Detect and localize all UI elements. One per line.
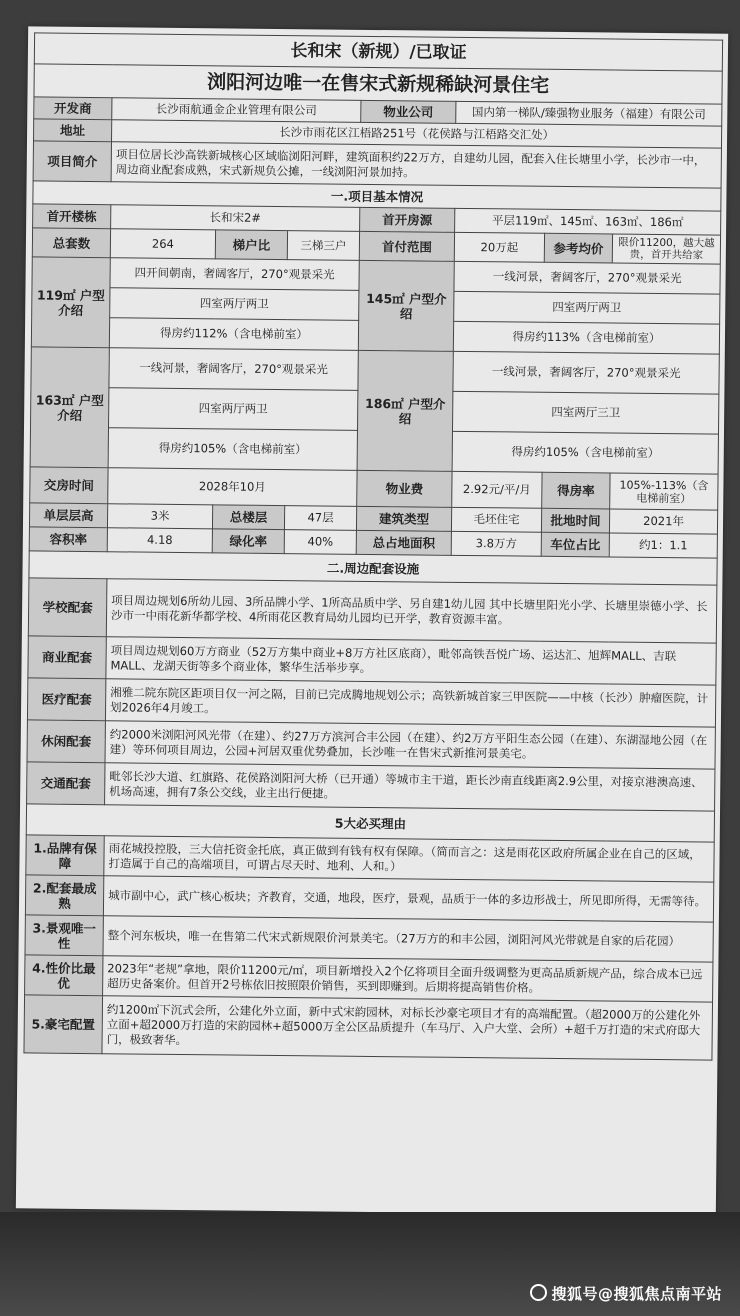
approval-label: 批地时间 xyxy=(541,508,609,533)
traffic-label: 交通配套 xyxy=(27,762,105,805)
leisure-value: 约2000米浏阳河风光带（在建）、约27万方滨河合丰公园（在建）、约2万方平阳生态公园（在建）、东湖湿地公园（在建）等环伺项目周边，公园+河居双重优势叠加，长沙唯一在售宋式新推河景美宅。 xyxy=(105,721,716,769)
ratio-label: 梯户比 xyxy=(215,230,287,260)
leisure-label: 休闲配套 xyxy=(27,720,105,763)
total-value: 264 xyxy=(110,229,215,259)
med-label: 医疗配套 xyxy=(27,678,105,721)
delivery-label: 交房时间 xyxy=(30,467,108,504)
property-value: 国内第一梯队/臻强物业服务（福建）有限公司 xyxy=(456,101,722,126)
fee-value: 2.92元/平/月 xyxy=(452,471,542,508)
unit-119-label: 119㎡ 户型介绍 xyxy=(31,257,110,348)
reason-3-value: 整个河东板块，唯一在售第二代宋式新规限价河景美宅。（27万方的和丰公园，浏阳河风光带就是自家的后花园） xyxy=(103,916,713,962)
med-value: 湘雅二院东院区距项目仅一河之隔，目前已完成腾地规划公示；高铁新城首家三甲医院——中核（长沙）肿瘤医院，计划2026年4月竣工。 xyxy=(105,679,716,727)
watermark xyxy=(530,1283,722,1304)
efficiency-label: 得房率 xyxy=(542,472,610,509)
unit-186-line3: 得房约105%（含电梯前室） xyxy=(452,431,718,474)
delivery-value: 2028年10月 xyxy=(108,468,357,507)
page-subtitle: 浏阳河边唯一在售宋式新规稀缺河景住宅 xyxy=(34,64,722,104)
green-value: 40% xyxy=(284,530,356,555)
first-units-label: 首开房源 xyxy=(360,207,455,232)
reason-5-label: 5.豪宅配置 xyxy=(24,995,103,1054)
section-basic-title: 一.项目基本情况 xyxy=(33,181,721,211)
efficiency-value: 105%-113%（含电梯前室） xyxy=(610,473,718,510)
address-label: 地址 xyxy=(34,119,112,142)
school-label: 学校配套 xyxy=(28,578,107,637)
first-units-value: 平层119㎡、145㎡、163㎡、186㎡ xyxy=(455,208,721,235)
watermark-text: 搜狐号@搜狐焦点南平站 xyxy=(551,1285,722,1303)
reason-2-value: 城市副中心，武广核心板块；齐教育，交通，地段，医疗，景观，品质于一体的多边形战士，所见即所得，无需等待。 xyxy=(103,876,713,922)
unit-119-line1: 四开间朝南，奢阔客厅，270°观景采光 xyxy=(110,258,359,291)
unit-163-line3: 得房约105%（含电梯前室） xyxy=(108,428,357,471)
info-table xyxy=(23,32,723,1060)
first-building-label: 首开楼栋 xyxy=(33,204,111,229)
document-sheet xyxy=(23,32,722,1060)
unit-145-line2: 四室两厅两卫 xyxy=(454,291,720,324)
down-value: 20万起 xyxy=(454,232,544,262)
reason-4-value: 2023年“老规”拿地，限价11200元/㎡，项目新增投入2个亿将项目全面升级调整为更高品质新规产品，综合成本已远超历史备案价。但首开2号栋依旧按照限价销售，买到即赚到。后期将提高销售价格。 xyxy=(103,956,713,1002)
floors-value: 47层 xyxy=(284,506,356,531)
height-value: 3米 xyxy=(107,504,212,529)
reason-1-label: 1.品牌有保障 xyxy=(26,835,104,876)
floors-label: 总楼层 xyxy=(212,505,284,530)
height-label: 单层层高 xyxy=(29,503,107,528)
reason-2-label: 2.配套最成熟 xyxy=(25,875,103,916)
down-label: 首付范围 xyxy=(359,231,454,261)
area-label: 总占地面积 xyxy=(356,530,451,555)
reason-3-label: 3.景观唯一性 xyxy=(25,915,103,956)
property-label: 物业公司 xyxy=(361,100,456,123)
unit-163-line2: 四室两厅两卫 xyxy=(109,388,358,431)
parking-label: 车位占比 xyxy=(541,532,609,557)
school-value: 项目周边规划6所幼儿园、3所品牌小学、1所高品质中学、另自建1幼儿园 其中长塘里阳光小学、长塘里崇德小学、长沙市一中雨花新华都学校、4所雨花区教育局幼儿园均已开学，教育资源丰富。 xyxy=(106,579,717,643)
page-title: 长和宋（新规）/已取证 xyxy=(34,33,722,71)
unit-163-label: 163㎡ 户型介绍 xyxy=(30,347,109,468)
unit-145-label: 145㎡ 户型介绍 xyxy=(358,260,454,351)
unit-186-line2: 四室两厅三卫 xyxy=(452,391,718,434)
far-value: 4.18 xyxy=(107,528,212,553)
unit-145-line3: 得房约113%（含电梯前室） xyxy=(453,321,719,354)
unit-186-line1: 一线河景，奢阔客厅，270°观景采光 xyxy=(453,351,719,394)
reason-5-value: 约1200㎡下沉式会所，公建化外立面，新中式宋韵园林，对标长沙豪宅项目才有的高端配置。（超2000万的公建化外立面+超2000万打造的宋韵园林+超5000万全公区品质提升（车马厅、入户大堂、会所）+超千万打造的宋式府邸大门，极致奢华。 xyxy=(102,996,713,1060)
sohu-logo-icon xyxy=(530,1284,547,1301)
biz-label: 商业配套 xyxy=(28,636,106,679)
developer-label: 开发商 xyxy=(34,97,112,120)
unit-186-label: 186㎡ 户型介绍 xyxy=(357,350,453,471)
document-paper xyxy=(16,26,728,1215)
type-label: 建筑类型 xyxy=(356,506,451,531)
avg-label: 参考均价 xyxy=(544,233,612,263)
developer-value: 长沙雨航通金企业管理有限公司 xyxy=(112,98,361,123)
unit-119-line2: 四室两厅两卫 xyxy=(110,288,359,321)
type-value: 毛坯住宅 xyxy=(451,507,541,532)
section-reasons-title: 5大必买理由 xyxy=(26,804,714,842)
unit-119-line3: 得房约112%（含电梯前室） xyxy=(109,318,358,351)
approval-value: 2021年 xyxy=(609,509,717,534)
area-value: 3.8万方 xyxy=(451,531,541,556)
address-value: 长沙市雨花区江梧路251号（花侯路与江梧路交汇处） xyxy=(112,120,722,148)
intro-value: 项目位居长沙高铁新城核心区域临浏阳河畔，建筑面积约22万方，自建幼儿园，配套入住长塘里小学，长沙市一中，周边商业配套成熟，宋式新规负公摊，一线浏阳河景加持。 xyxy=(111,142,721,188)
ratio-value: 三梯三户 xyxy=(287,231,359,261)
first-building-value: 长和宋2# xyxy=(111,205,360,232)
reason-1-value: 雨花城投控股，三大信托资金托底，真正做到有钱有权有保障。（简而言之：这是雨花区政府所属企业在自己的区域，打造属于自己的高端项目，可谓占尽天时、地利、人和。） xyxy=(104,836,714,882)
unit-163-line1: 一线河景，奢阔客厅，270°观景采光 xyxy=(109,348,358,391)
parking-value: 约1：1.1 xyxy=(609,533,717,558)
reason-4-label: 4.性价比最优 xyxy=(25,955,103,996)
intro-label: 项目简介 xyxy=(33,141,111,182)
unit-145-line1: 一线河景，奢阔客厅，270°观景采光 xyxy=(454,261,720,294)
fee-label: 物业费 xyxy=(357,470,452,507)
biz-value: 项目周边规划60万方商业（52万方集中商业+8万方社区底商），毗邻高铁吾悦广场、运达汇、旭辉MALL、吉联MALL、龙湖天街等多个商业体，繁华生活举步享。 xyxy=(106,637,717,685)
green-label: 绿化率 xyxy=(212,529,284,554)
far-label: 容积率 xyxy=(29,527,107,552)
section-surround-title: 二.周边配套设施 xyxy=(29,551,717,585)
total-label: 总套数 xyxy=(32,228,110,258)
traffic-value: 毗邻长沙大道、红旗路、花侯路浏阳河大桥（已开通）等城市主干道，距长沙南直线距离2.9公里，对接京港澳高速、机场高速，拥有7条公交线，业主出行便捷。 xyxy=(105,763,716,811)
avg-value: 限价11200，越大越贵，首开共给家 xyxy=(612,234,720,264)
